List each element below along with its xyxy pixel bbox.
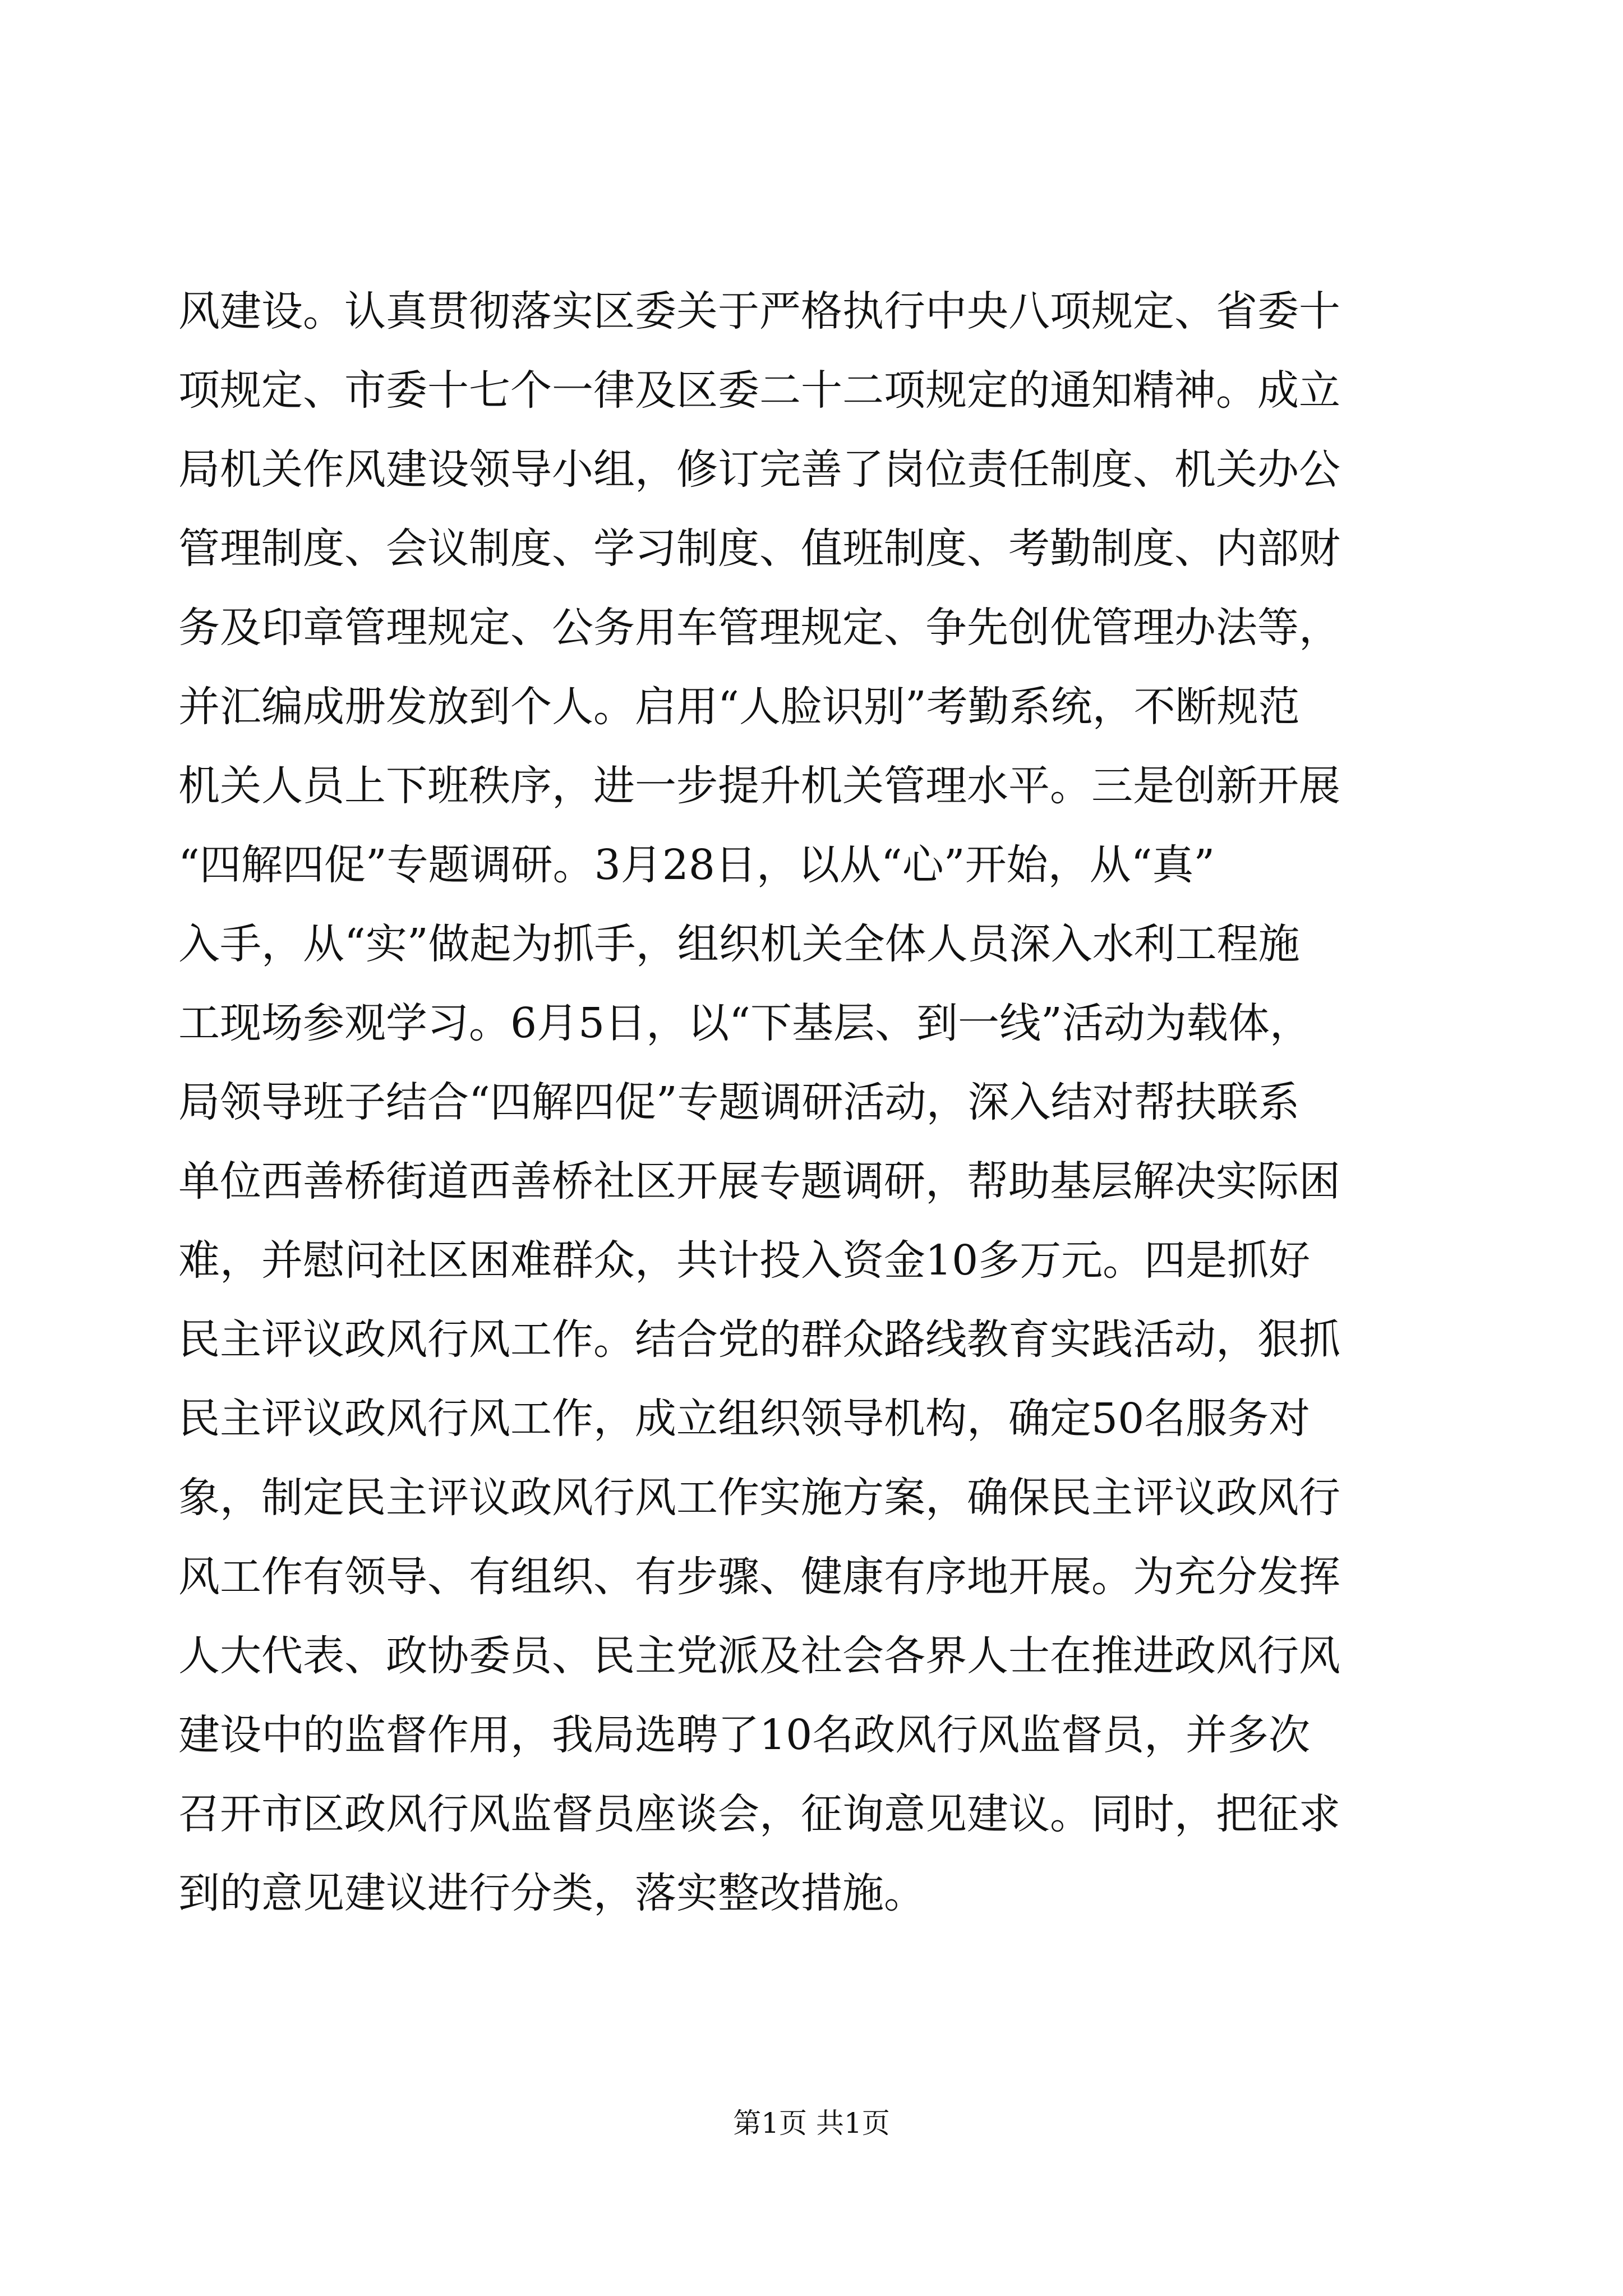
text-line: 建设中的监督作用，我局选聘了10名政风行风监督员，并多次: [178, 1711, 1311, 1759]
text-line: 到的意见建议进行分类，落实整改措施。: [178, 1869, 925, 1917]
text-line: 工现场参观学习。6月5日，以“下基层、到一线”活动为载体，: [178, 999, 1311, 1047]
text-line: “四解四促”专题调研。3月28日，以从“心”开始，从“真”: [178, 841, 1215, 889]
text-line: 机关人员上下班秩序，进一步提升机关管理水平。三是创新开展: [178, 762, 1340, 810]
text-line: 象，制定民主评议政风行风工作实施方案，确保民主评议政风行: [178, 1474, 1340, 1522]
text-line: 局领导班子结合“四解四促”专题调研活动，深入结对帮扶联系: [178, 1078, 1300, 1126]
page-number-label: 第1页 共1页: [733, 2107, 890, 2139]
text-line: 难，并慰问社区困难群众，共计投入资金10多万元。四是抓好: [178, 1236, 1311, 1285]
page-footer: [0, 2106, 1623, 2140]
text-line: 并汇编成册发放到个人。启用“人脸识别”考勤系统，不断规范: [178, 683, 1300, 731]
text-line: 管理制度、会议制度、学习制度、值班制度、考勤制度、内部财: [178, 524, 1340, 573]
text-line: 民主评议政风行风工作，成立组织领导机构，确定50名服务对: [178, 1395, 1311, 1443]
text-line: 入手，从“实”做起为抓手，组织机关全体人员深入水利工程施: [178, 920, 1300, 968]
text-line: 风建设。认真贯彻落实区委关于严格执行中央八项规定、省委十: [178, 287, 1340, 335]
text-line: 局机关作风建设领导小组，修订完善了岗位责任制度、机关办公: [178, 445, 1340, 494]
text-line: 风工作有领导、有组织、有步骤、健康有序地开展。为充分发挥: [178, 1553, 1340, 1601]
text-line: 召开市区政风行风监督员座谈会，征询意见建议。同时，把征求: [178, 1790, 1340, 1838]
text-line: 单位西善桥街道西善桥社区开展专题调研，帮助基层解决实际困: [178, 1157, 1340, 1205]
text-line: 人大代表、政协委员、民主党派及社会各界人士在推进政风行风: [178, 1632, 1340, 1680]
text-line: 项规定、市委十七个一律及区委二十二项规定的通知精神。成立: [178, 366, 1340, 415]
body-paragraph: [178, 272, 1445, 1933]
text-line: 务及印章管理规定、公务用车管理规定、争先创优管理办法等，: [178, 604, 1340, 652]
text-line: 民主评议政风行风工作。结合党的群众路线教育实践活动，狠抓: [178, 1315, 1340, 1364]
